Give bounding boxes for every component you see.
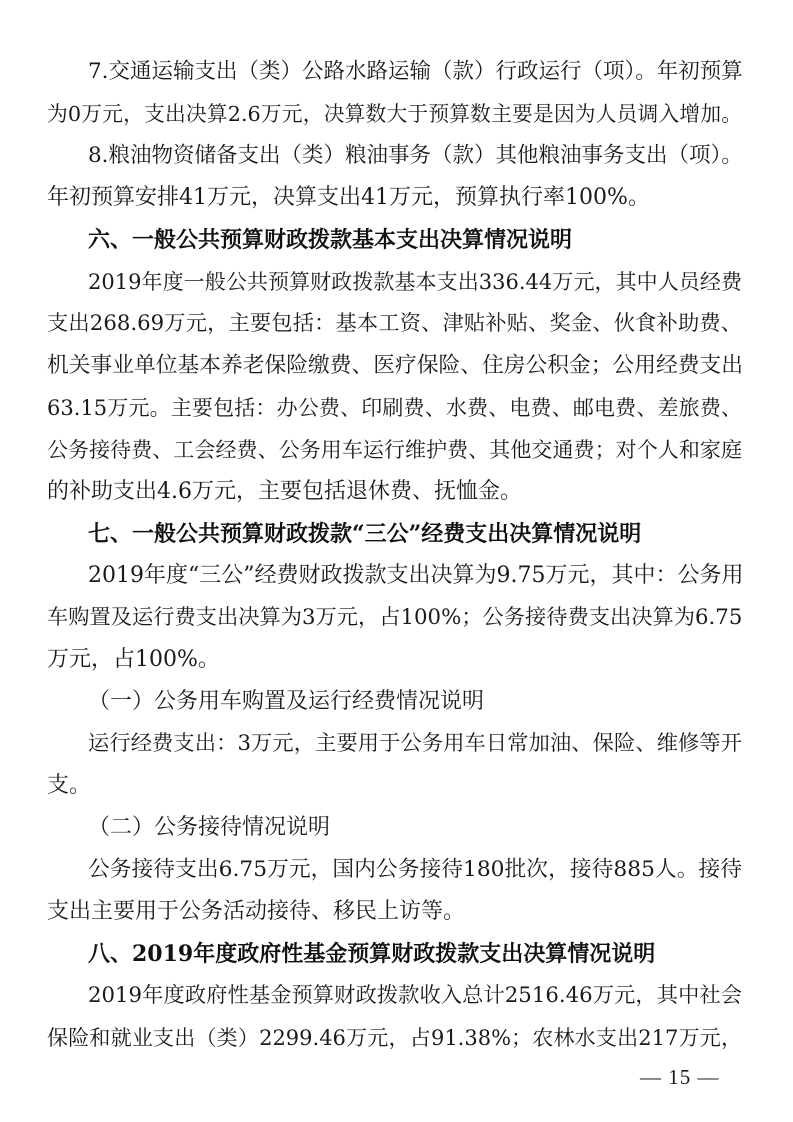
paragraph-line: 2019年度“三公”经费财政拨款支出决算为9.75万元，其中：公务用 <box>88 563 744 588</box>
paragraph-line: 8.粮油物资储备支出（类）粮油事务（款）其他粮油事务支出（项）。 <box>88 143 743 168</box>
subsection-heading: （一）公务用车购置及运行经费情况说明 <box>88 689 485 714</box>
paragraph-line: 为0万元，支出决算2.6万元，决算数大于预算数主要是因为人员调入增加。 <box>47 102 742 126</box>
paragraph-line: 7.交通运输支出（类）公路水路运输（款）行政运行（项）。年初预算 <box>88 59 743 84</box>
paragraph-line: 支出268.69万元，主要包括：基本工资、津贴补贴、奖金、伙食补助费、 <box>47 311 742 336</box>
paragraph-line: 机关事业单位基本养老保险缴费、医疗保险、住房公积金；公用经费支出 <box>47 353 743 378</box>
section-heading: 八、2019年度政府性基金预算财政拨款支出决算情况说明 <box>88 941 656 967</box>
paragraph-line: 车购置及运行费支出决算为3万元，占100%；公务接待费支出决算为6.75 <box>47 605 743 630</box>
paragraph-line: 2019年度政府性基金预算财政拨款收入总计2516.46万元，其中社会 <box>88 983 742 1008</box>
subsection-heading: （二）公务接待情况说明 <box>88 815 331 840</box>
paragraph-line: 公务接待费、工会经费、公务用车运行维护费、其他交通费；对个人和家庭 <box>47 438 742 462</box>
paragraph-line: 支。 <box>47 773 92 798</box>
paragraph-line: 运行经费支出：3万元，主要用于公务用车日常加油、保险、维修等开 <box>88 731 742 756</box>
section-heading: 六、一般公共预算财政拨款基本支出决算情况说明 <box>88 227 573 253</box>
page-number: — 15 — <box>640 1065 720 1089</box>
paragraph-line: 2019年度一般公共预算财政拨款基本支出336.44万元，其中人员经费 <box>88 270 742 294</box>
paragraph-line: 年初预算安排41万元，决算支出41万元，预算执行率100%。 <box>47 185 650 210</box>
paragraph-line: 支出主要用于公务活动接待、移民上访等。 <box>47 899 466 924</box>
section-heading: 七、一般公共预算财政拨款“三公”经费支出决算情况说明 <box>88 521 642 547</box>
paragraph-line: 的补助支出4.6万元，主要包括退休费、抚恤金。 <box>47 479 522 504</box>
paragraph-line: 万元，占100%。 <box>47 647 220 672</box>
paragraph-line: 公务接待支出6.75万元，国内公务接待180批次，接待885人。接待 <box>88 857 742 882</box>
paragraph-line: 63.15万元。主要包括：办公费、印刷费、水费、电费、邮电费、差旅费、 <box>47 396 742 420</box>
paragraph-line: 保险和就业支出（类）2299.46万元，占91.38%；农林水支出217万元， <box>47 1026 742 1050</box>
